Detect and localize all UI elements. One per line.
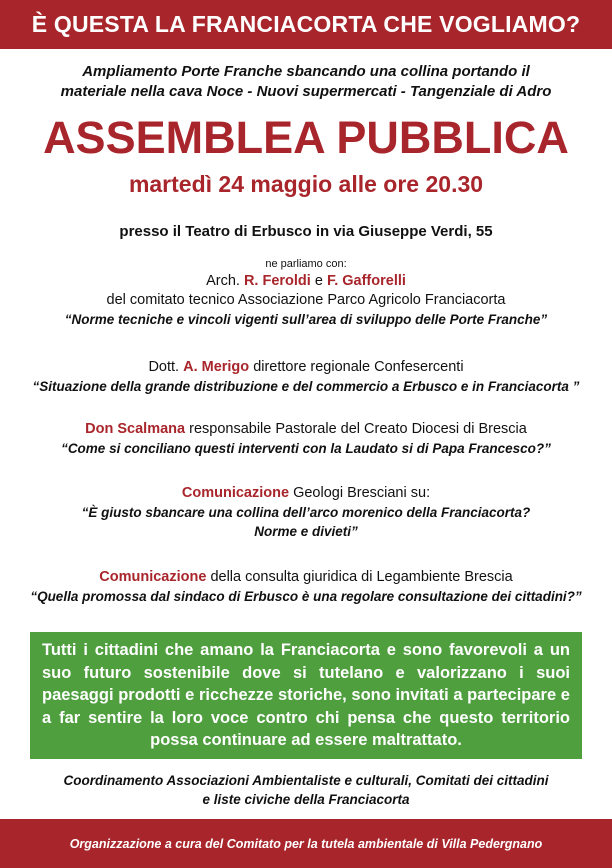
speaker-2-topic: “Situazione della grande distribuzione e del commercio a Erbusco e in Franciacorta ” [32,379,580,394]
speaker-4-topic-line-1: “È giusto sbancare una collina dell’arco morenico della Franciacorta? [81,505,531,520]
subtitle-line-2: materiale nella cava Noce - Nuovi supermercati - Tangenziale di Adro [60,83,552,100]
speaker-3-topic: “Come si conciliano questi interventi con la Laudato si di Papa Francesco?” [61,441,551,456]
coordination [0,771,612,809]
speaker-1-conj: e [314,273,323,289]
speaker-3-name: Don Scalmana [85,421,186,437]
footer-text: Organizzazione a cura del Comitato per la tutela ambientale di Villa Pedergnano [69,836,543,851]
speaker-4-line [14,484,598,503]
speaker-1-name-1: R. Feroldi [243,273,311,289]
speaker-5-label: Comunicazione [99,569,207,585]
speaker-block-3 [14,420,598,458]
speaker-1-topic: “Norme tecniche e vincoli vigenti sull’area di sviluppo delle Porte Franche” [64,312,548,327]
header-banner [0,0,612,49]
subtitle-line-1: Ampliamento Porte Franche sbancando una collina portando il [82,63,530,80]
speaker-block-1 [14,256,598,329]
speaker-1-name-2: F. Gafforelli [326,273,406,289]
speaker-2-line [14,358,598,377]
coordination-line-2: e liste civiche della Franciacorta [202,792,410,807]
appeal-text: Tutti i cittadini che amano la Franciacorta e sono favorevoli a un suo futuro sostenibile dove si tutelano e valorizzano i suoi paesaggi prodotti e ricchezze storiche, sono invitati a partecipare e a far sentire la loro voce contro chi pensa che questo territorio possa continuare ad essere maltrattato. [42,641,570,749]
speaker-2-prefix: Dott. [148,359,180,375]
speaker-3-role: responsabile Pastorale del Creato Diocesi di Brescia [189,421,527,437]
speaker-1-prefix: Arch. [206,273,240,289]
subtitle [20,62,592,102]
coordination-line-1: Coordinamento Associazioni Ambientaliste e culturali, Comitati dei cittadini [63,773,549,788]
speaker-block-2 [14,358,598,396]
speaker-4-label: Comunicazione [181,485,290,501]
speaker-4-role: Geologi Bresciani su: [293,485,431,501]
speaker-5-topic: “Quella promossa dal sindaco di Erbusco è una regolare consultazione dei cittadini?” [30,589,582,604]
headline: ASSEMBLEA PUBBLICA [43,112,569,163]
speaker-5-role: della consulta giuridica di Legambiente Brescia [210,569,513,585]
speaker-5-line [14,568,598,587]
speaker-block-5 [14,568,598,606]
speaker-2-role: direttore regionale Confesercenti [253,359,464,375]
speaker-3-line [14,420,598,439]
speaker-4-topic-line-2: Norme e divieti” [254,524,358,539]
speaker-1-role: del comitato tecnico Associazione Parco Agricolo Franciacorta [106,292,506,308]
speakers-intro: ne parliamo con: [265,258,347,270]
appeal-box [30,632,582,759]
speaker-1-names [14,272,598,291]
speaker-2-name: A. Merigo [183,359,250,375]
header-title: È QUESTA LA FRANCIACORTA CHE VOGLIAMO? [31,11,581,37]
footer-banner [0,819,612,868]
event-venue: presso il Teatro di Erbusco in via Giuseppe Verdi, 55 [119,223,493,240]
speaker-block-4 [14,484,598,541]
event-date: martedì 24 maggio alle ore 20.30 [128,171,484,197]
